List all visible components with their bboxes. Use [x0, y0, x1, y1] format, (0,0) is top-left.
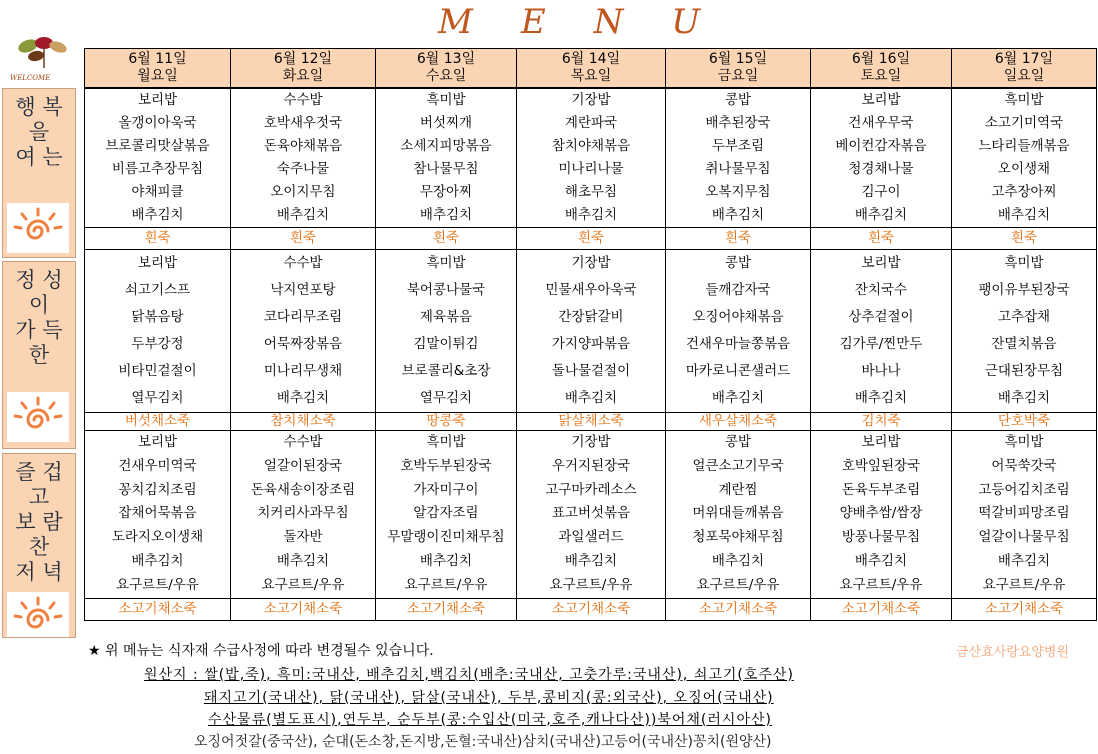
menu-item: 배추김치 [997, 552, 1051, 569]
menu-item: 머위대들깨볶음 [692, 505, 784, 522]
section-dinner [2, 453, 76, 638]
menu-item: 요구르트/우유 [116, 576, 199, 593]
dinner-menu-cell [376, 431, 517, 621]
menu-item: 북어콩나물국 [406, 282, 486, 298]
menu-item: 올갱이아욱국 [118, 115, 197, 131]
lunch-menu-cell [811, 250, 952, 431]
menu-item: 배추김치 [564, 552, 618, 569]
origin-line: 수산물류(별도표시),연두부, 순두부(콩:수입산(미국,호주,캐나다산))북어채(러시아산) [208, 712, 772, 728]
porridge-item: 흰죽 [952, 227, 1096, 249]
breakfast-menu-cell [666, 88, 811, 250]
menu-item: 흑미밥 [1004, 434, 1044, 450]
menu-item: 치커리사과무침 [257, 505, 349, 522]
menu-item: 콩밥 [724, 434, 752, 450]
porridge-item: 소고기채소죽 [517, 598, 665, 620]
menu-item: 취나물무침 [705, 161, 771, 177]
menu-item: 브로콜리맛살볶음 [105, 138, 210, 154]
menu-item: 숙주나물 [276, 161, 330, 177]
weekly-menu-table [84, 48, 1097, 621]
menu-item: 도라지오이생채 [111, 529, 204, 546]
porridge-item: 소고기채소죽 [666, 598, 810, 620]
porridge-item: 흰죽 [85, 227, 230, 249]
menu-item: 근대된장무침 [984, 363, 1064, 379]
menu-item: 요구르트/우유 [261, 576, 345, 593]
menu-item: 김가루/찐만두 [839, 336, 923, 352]
menu-item: 가지양파볶음 [551, 336, 631, 352]
day-header: 6월 13일 수요일 [376, 49, 517, 89]
porridge-item: 흰죽 [517, 227, 665, 249]
menu-item: 보리밥 [137, 255, 178, 271]
lunch-menu-cell [376, 250, 517, 431]
porridge-item: 땅콩죽 [376, 412, 516, 430]
menu-item: 두부강정 [131, 336, 184, 352]
menu-item: 떡갈비피망조림 [978, 505, 1070, 522]
porridge-item: 참치채소죽 [231, 412, 375, 430]
porridge-item: 새우살채소죽 [666, 412, 810, 430]
menu-item: 배추김치 [276, 207, 330, 223]
menu-item: 흑미밥 [426, 255, 466, 271]
menu-item: 흑미밥 [426, 434, 466, 450]
porridge-item: 소고기채소죽 [85, 598, 230, 620]
menu-item: 고추잡채 [997, 309, 1051, 325]
menu-item: 배추김치 [854, 207, 908, 223]
menu-item: 낙지연포탕 [270, 282, 336, 298]
breakfast-menu-cell [952, 88, 1097, 250]
menu-item: 무말랭이진미채무침 [387, 529, 505, 546]
menu-change-notice: ★ 위 메뉴는 식자재 수급사정에 따라 변경될수 있습니다. [88, 643, 434, 659]
lunch-menu-cell [231, 250, 376, 431]
porridge-item: 김치죽 [811, 412, 951, 430]
menu-item: 표고버섯볶음 [551, 505, 631, 522]
menu-item: 배추김치 [276, 390, 330, 406]
menu-item: 김말이튀김 [413, 336, 479, 352]
menu-item: 바나나 [861, 363, 901, 379]
menu-item: 베이컨감자볶음 [835, 138, 927, 154]
menu-item: 고등어김치조림 [978, 481, 1070, 498]
lunch-menu-cell [666, 250, 811, 431]
menu-item: 배추김치 [854, 552, 908, 569]
porridge-item: 소고기채소죽 [811, 598, 951, 620]
menu-item: 배추김치 [564, 207, 618, 223]
menu-item: 과일샐러드 [558, 529, 624, 546]
dinner-row [85, 431, 1097, 621]
menu-item: 보리밥 [137, 434, 178, 450]
menu-item: 코다리무조림 [263, 309, 343, 325]
menu-item: 돌나물겉절이 [551, 363, 631, 379]
day-header: 6월 16일 토요일 [811, 49, 952, 89]
menu-item: 보리밥 [861, 92, 901, 108]
porridge-item: 흰죽 [376, 227, 516, 249]
porridge-item: 흰죽 [811, 227, 951, 249]
breakfast-menu-cell [231, 88, 376, 250]
menu-item: 돈육두부조림 [841, 481, 921, 498]
porridge-item: 단호박죽 [952, 412, 1096, 430]
breakfast-menu-cell [517, 88, 666, 250]
menu-item: 소고기미역국 [984, 115, 1064, 131]
menu-item: 야채피클 [131, 184, 184, 200]
menu-item: 참치야채볶음 [551, 138, 631, 154]
menu-item: 호박새우젓국 [263, 115, 343, 131]
lunch-menu-cell [517, 250, 666, 431]
section-dinner-label: 즐 겁 고 보 람 찬 저 녁 [15, 460, 63, 584]
logo-text: WELCOME [10, 74, 51, 82]
day-header: 6월 14일 목요일 [517, 49, 666, 89]
origin-line: 돼지고기(국내산), 닭(국내산), 닭살(국내산), 두부,콩비지(콩:외국산), 오징어(국내산) [204, 690, 774, 706]
menu-item: 양배추쌈/쌈장 [839, 505, 923, 522]
swirl-sun-icon [7, 592, 69, 638]
menu-item: 배추김치 [419, 207, 473, 223]
dinner-menu-cell [85, 431, 231, 621]
lunch-row [85, 250, 1097, 431]
menu-item: 요구르트/우유 [549, 576, 633, 593]
menu-item: 소세지피망볶음 [400, 138, 492, 154]
menu-item: 요구르트/우유 [404, 576, 488, 593]
menu-item: 두부조림 [711, 138, 765, 154]
day-header: 6월 17일 일요일 [952, 49, 1097, 89]
dinner-menu-cell [952, 431, 1097, 621]
section-breakfast [2, 88, 76, 258]
dinner-menu-cell [517, 431, 666, 621]
menu-item: 오징어야채볶음 [692, 309, 784, 325]
menu-item: 흑미밥 [1004, 255, 1044, 271]
menu-item: 알감자조림 [413, 505, 479, 522]
porridge-item: 흰죽 [231, 227, 375, 249]
menu-item: 꽁치김치조림 [118, 481, 197, 498]
menu-item: 오이생채 [997, 161, 1051, 177]
menu-item: 배추김치 [997, 207, 1051, 223]
menu-item: 건새우미역국 [118, 457, 197, 474]
menu-item: 돈육야채볶음 [263, 138, 343, 154]
menu-item: 계란파국 [564, 115, 618, 131]
menu-item: 잡채어묵볶음 [118, 505, 197, 522]
menu-item: 잔멸치볶음 [991, 336, 1057, 352]
menu-item: 수수밥 [283, 255, 323, 271]
menu-item: 무장아찌 [419, 184, 473, 200]
menu-item: 브로콜리&초장 [401, 363, 491, 379]
menu-item: 청포묵야채무침 [692, 529, 784, 546]
menu-item: 청경채나물 [848, 161, 914, 177]
menu-item: 계란찜 [718, 481, 758, 498]
lunch-menu-cell [952, 250, 1097, 431]
menu-item: 쇠고기스프 [124, 282, 191, 298]
porridge-item: 소고기채소죽 [376, 598, 516, 620]
menu-item: 건새우마늘쫑볶음 [685, 336, 791, 352]
menu-item: 비타민겉절이 [118, 363, 197, 379]
menu-item: 배추김치 [131, 552, 184, 569]
menu-item: 비름고추장무침 [111, 161, 204, 177]
section-lunch-label: 정 성 이 가 득 한 [15, 268, 63, 367]
swirl-sun-icon [7, 392, 69, 442]
menu-item: 얼갈이나물무침 [978, 529, 1070, 546]
menu-item: 얼큰소고기무국 [692, 457, 784, 474]
menu-item: 마카로니콘샐러드 [685, 363, 791, 379]
breakfast-menu-cell [85, 88, 231, 250]
menu-item: 우거지된장국 [551, 457, 631, 474]
menu-item: 얼갈이된장국 [263, 457, 343, 474]
page-title: MENU [438, 2, 749, 42]
porridge-item: 버섯채소죽 [85, 412, 230, 430]
menu-item: 요구르트/우유 [839, 576, 923, 593]
menu-item: 잔치국수 [854, 282, 908, 298]
leaf-logo-icon [6, 34, 82, 74]
menu-item: 고구마카레소스 [545, 481, 637, 498]
dinner-menu-cell [231, 431, 376, 621]
breakfast-menu-cell [811, 88, 952, 250]
menu-item: 배추김치 [276, 552, 330, 569]
menu-item: 오복지무침 [705, 184, 771, 200]
menu-item: 기장밥 [571, 434, 611, 450]
porridge-item: 흰죽 [666, 227, 810, 249]
porridge-item: 소고기채소죽 [231, 598, 375, 620]
menu-item: 배추김치 [997, 390, 1051, 406]
menu-item: 돈육새송이장조림 [250, 481, 356, 498]
menu-item: 방풍나물무침 [841, 529, 921, 546]
menu-item: 호박두부된장국 [400, 457, 492, 474]
menu-item: 콩밥 [724, 255, 752, 271]
menu-item: 제육볶음 [419, 309, 473, 325]
menu-item: 배추김치 [564, 390, 618, 406]
welcome-logo [6, 34, 82, 84]
menu-item: 흑미밥 [426, 92, 466, 108]
menu-item: 수수밥 [283, 92, 323, 108]
day-header: 6월 15일 금요일 [666, 49, 811, 89]
menu-item: 기장밥 [571, 92, 611, 108]
dinner-menu-cell [666, 431, 811, 621]
menu-item: 배추김치 [711, 207, 765, 223]
menu-item: 배추김치 [711, 552, 765, 569]
breakfast-menu-cell [376, 88, 517, 250]
day-header: 6월 12일 화요일 [231, 49, 376, 89]
origin-line: 원산지 : 쌀(밥,죽), 흑미:국내산, 배추김치,백김치(배추:국내산, 고춧가루:국내산), 쇠고기(호주산) [144, 667, 794, 683]
dinner-menu-cell [811, 431, 952, 621]
menu-item: 닭볶음탕 [131, 309, 184, 325]
menu-item: 보리밥 [137, 92, 178, 108]
menu-item: 열무김치 [419, 390, 473, 406]
porridge-item: 닭살채소죽 [517, 412, 665, 430]
menu-item: 팽이유부된장국 [978, 282, 1070, 298]
menu-item: 간장닭갈비 [558, 309, 624, 325]
menu-item: 기장밥 [571, 255, 611, 271]
menu-item: 미나리무생채 [263, 363, 343, 379]
menu-item: 수수밥 [283, 434, 323, 450]
menu-item: 열무김치 [131, 390, 184, 406]
origin-line: 오징어젓갈(중국산), 순대(돈소창,돈지방,돈혈:국내산)삼치(국내산)고등어(국내산)꽁치(원양산) [194, 734, 772, 750]
menu-item: 김구이 [861, 184, 901, 200]
menu-item: 어묵쑥갓국 [991, 457, 1057, 474]
section-lunch [2, 261, 76, 449]
porridge-item: 소고기채소죽 [952, 598, 1096, 620]
hospital-name: 금산효사랑요양병원 [956, 645, 1070, 660]
menu-item: 보리밥 [861, 255, 901, 271]
menu-item: 배추김치 [131, 207, 184, 223]
menu-item: 보리밥 [861, 434, 901, 450]
menu-item: 민물새우아욱국 [545, 282, 637, 298]
menu-item: 버섯찌개 [419, 115, 473, 131]
menu-item: 미나리나물 [558, 161, 624, 177]
date-header-row [85, 49, 1097, 89]
lunch-menu-cell [85, 250, 231, 431]
menu-item: 건새우무국 [848, 115, 914, 131]
menu-item: 어묵짜장볶음 [263, 336, 343, 352]
menu-item: 요구르트/우유 [696, 576, 780, 593]
menu-item: 해초무침 [564, 184, 618, 200]
menu-item: 배추김치 [854, 390, 908, 406]
menu-item: 콩밥 [724, 92, 752, 108]
section-breakfast-label: 행 복 을 여 는 [15, 95, 63, 169]
swirl-sun-icon [7, 203, 69, 253]
menu-item: 호박잎된장국 [841, 457, 921, 474]
menu-item: 배추김치 [711, 390, 765, 406]
menu-item: 돌자반 [283, 529, 323, 546]
menu-item: 요구르트/우유 [982, 576, 1066, 593]
menu-item: 참나물무침 [413, 161, 479, 177]
menu-item: 고추장아찌 [991, 184, 1057, 200]
menu-item: 배추된장국 [705, 115, 771, 131]
menu-item: 오이지무침 [270, 184, 336, 200]
menu-item: 느타리들깨볶음 [978, 138, 1070, 154]
menu-item: 상추겉절이 [848, 309, 914, 325]
menu-item: 가자미구이 [413, 481, 479, 498]
breakfast-row [85, 88, 1097, 250]
menu-item: 흑미밥 [1004, 92, 1044, 108]
menu-item: 배추김치 [419, 552, 473, 569]
day-header: 6월 11일 월요일 [85, 49, 231, 89]
menu-item: 들깨감자국 [705, 282, 771, 298]
